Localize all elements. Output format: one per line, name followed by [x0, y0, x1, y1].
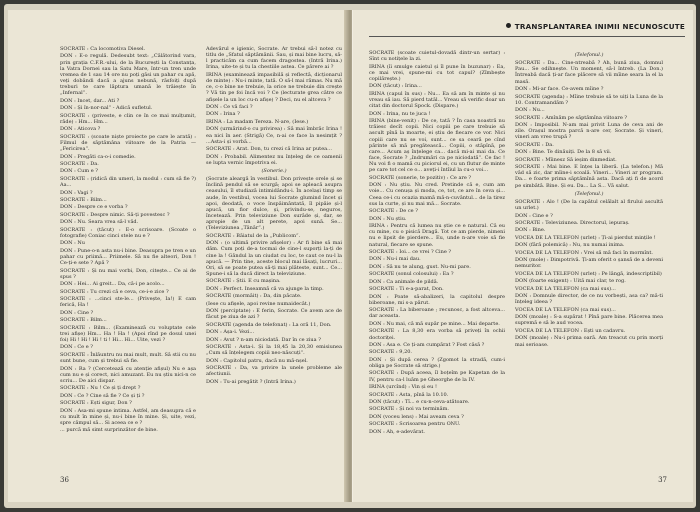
text-paragraph: DON : Așa-i. Vezi... [206, 329, 255, 336]
text-paragraph: SOCRATE : Asta-i. Și la 18,45 la 20,30 emisiunea „Cum să înțelegem copiii neo-născuți“. [206, 344, 342, 357]
text-paragraph: DON : Imposibil. N-am mai privit Luna de ceva ani de zile. Orașul mostra parcă n-are cer, Socrate. Și vineri, vineri am vreo trupă ? [515, 122, 663, 141]
page-number-left: 36 [60, 476, 69, 484]
text-paragraph: DON : Incet, dar... Ati ? [60, 97, 120, 104]
text-paragraph: DON : Ah, e-adevărat. [369, 428, 425, 435]
text-paragraph: DON : Nu [60, 240, 85, 247]
text-paragraph: DON : Irina ? [206, 111, 240, 118]
text-paragraph: SOCRATE : ...cinci ste-le... (Privește, Ia!) E cam ferică, Ha ! [60, 296, 196, 309]
text-paragraph: DON : Vagi ? [60, 189, 93, 196]
text-paragraph: DON (tăcut) : Tî... e cu-n-ceva-atătoare. [369, 398, 470, 405]
text-paragraph: DON : Capitolul patru, dacă nu mă-nșel. [206, 357, 308, 364]
left-column-2 [206, 46, 342, 458]
text-paragraph: DON : Mi-ar face. Ce-avem mîine ? [515, 86, 604, 93]
text-paragraph: IRINA (urcînd) : Vin și eu ! [369, 384, 437, 391]
text-paragraph: SOCRATE : (ridică din umeri, la modul : cum să fie ?) Aa... [60, 175, 196, 189]
text-paragraph: DON : Despre ce e vorba ? [60, 204, 128, 211]
text-paragraph: IRINA : La madam Tereza. N-are, (Iese.) [206, 118, 309, 125]
text-paragraph: SOCRATE : Înlăuntru nu mai mult, mult. Să stii cu nu sunt bune, cum și trebui să fie. [60, 351, 196, 365]
text-paragraph: SOCRATE : De ce ? [369, 208, 418, 215]
text-paragraph: DON (moale) : S-a supărat ! Pînă pare bine. Plăcerea mea supremă e să le aud vocea. [515, 314, 663, 327]
text-paragraph: DON : Cine ? [60, 309, 94, 316]
text-paragraph: ... purcă mă simt surprinzător de bine. [60, 427, 158, 434]
text-paragraph: DON : Nu... [515, 107, 545, 114]
text-paragraph: DON (perciptate) : E ferin, Socrate. Ce avem ace de făcut pe ziua de azi ? [206, 308, 342, 321]
text-paragraph: DON : Domnule director, de ce nu vorbești, asa ca? mă-ti înțeleg ideea ? [515, 293, 663, 306]
text-paragraph: SOCRATE : Ești sigur, Don ? [60, 400, 132, 407]
text-paragraph: (Iese cu afișele, apoi revine numaidecât.) [206, 300, 311, 307]
text-paragraph: SOCRATE : Arat. Don, tu crezi că Irina ar putea... [206, 146, 332, 153]
running-title: TRANSPLANTAREA INIMII NECUNOSCUTE [514, 22, 685, 31]
text-paragraph: DON : Pregăti ca-o-i comedie. [60, 153, 136, 160]
left-column-1 [60, 46, 196, 458]
text-paragraph: DON : Bine. [515, 227, 546, 234]
text-paragraph: SOCRATE : Asta, pînă la 10.10. [369, 391, 449, 398]
text-paragraph: SOCRATE : (priveste, e clin ce în ce mai mulțumit, râde) : Hm... Hm... [60, 112, 196, 125]
text-paragraph: DON : Aticova ? [60, 126, 101, 133]
text-paragraph: VOCEA DE LA TELEFON (urlet) : Ți-ai pierdut mințile ! [515, 234, 656, 241]
right-page [352, 10, 693, 502]
text-paragraph: SOCRATE (mormăit) : Da, din păcate. [206, 293, 302, 300]
text-paragraph: DON : Cum e ? [60, 168, 98, 175]
text-paragraph: SOCRATE : Da. [60, 161, 99, 168]
text-paragraph: DON : Nu mai, că mă supăr pe mine... Mai departe. [369, 320, 500, 327]
text-paragraph: DON : Hei... Ai greit... Da, că-i pe acolo... [60, 281, 165, 288]
text-paragraph: IRINA (îi smulge caietul și îl pune în buzunar) : Ea, ce mai vrei, spune-mi cu tot capul? (Zîmbește copilărește.) [369, 63, 505, 82]
text-paragraph: SOCRATE (sonerie, te pozitiv) : Ce are ? [369, 174, 472, 181]
text-paragraph: DON : Bine. Te dinăuiți. De la 8 să vii. [515, 149, 612, 156]
text-paragraph: DON : Ce e ? [60, 344, 93, 351]
text-paragraph: DON : Probabil. Alimentez nu înțeleg de ce oamenii se lupta vernic împotriva ei. [206, 153, 342, 166]
text-paragraph: DON : Și după cerea ? (Zgomot la stradă, cum-i obliga pe Socrate să strige.) [369, 356, 505, 370]
text-paragraph: DON : Nu-i mai dau. [369, 256, 421, 263]
text-paragraph: SOCRATE : Ioi... ce vrei ? Cine ? [369, 248, 452, 255]
text-paragraph: VOCEA DE LA TELEFON (ca mai sus)... [515, 306, 616, 313]
text-paragraph: DON (voceu lens) : Mai aveam ceva ? [369, 413, 464, 420]
text-paragraph: SOCRATE : Ti e-a-parat, Don. [369, 286, 444, 293]
text-paragraph: SOCRATE : Despre nimic. Să-ți povestesc ? [60, 211, 170, 218]
text-paragraph: DON : Asa-mi spune intima. Astfel, am deasupra că e cu mult în mine și, nu-i bine în mine. Și, uite, vezi, spre câmpul să... Si aceea ce e ? [60, 407, 196, 426]
right-column-1 [369, 50, 505, 462]
text-paragraph: DON : Avut ? n-am niciodată. Dar în ce ziua ? [206, 336, 321, 343]
text-paragraph: SOCRATE : Mîinesz Să ieșim dinmediat. [515, 156, 617, 163]
text-paragraph: VOCEA DE LA TELEFON (ca mai sus)... [515, 285, 616, 292]
text-paragraph: DON : Pune-o-n asta nu-i bine. Deasupra pe tren e un pahar cu priimă... Priimele. Să nu fie alteori, Don ! Ce-ți-e sete ? Apă ? [60, 247, 196, 267]
bullet-icon [506, 23, 511, 28]
text-paragraph: DON : Să nu te alung, gust. Nu-mi pare. [369, 263, 471, 270]
text-paragraph: SOCRATE : Și nu mai vorbi, Don, citește... Ce ai de spus ? [60, 267, 196, 280]
text-paragraph: DON (moale) : Nu-i prima oară. Am treacut cu prin morți mai serioase. [515, 335, 663, 348]
text-paragraph: DON : Perfect. Inseamnă că va ajunge la timp. [206, 285, 324, 292]
text-paragraph: DON : Nu știu. [369, 215, 407, 222]
text-paragraph: DON : Și în-nor-nal“ - Adică sufletul. [60, 105, 153, 112]
text-paragraph: SOCRATE : După aceea, îl boțeîm pe Kapetan de la IV, pentru ca-l luăm pe Gheorghe de la IV. [369, 370, 505, 383]
text-paragraph: SOCRATE : Alo ! (De la capătul celălalt al firului ascultă un urlet.) [515, 198, 663, 212]
text-paragraph: SOCRATE (scoate cuietul-dovadă dintr-un sertar) : Sînt cu notițele la zi. [369, 50, 505, 63]
text-paragraph: (Sonerie.) [261, 167, 287, 174]
text-paragraph: SOCRATE : Bilm... (Examinează cu voluptate cele trei afișe) Hm... Ha ! Ha ! (Apoi rînd pe dosul unei foi) Hi ! Hi ! Hi ! ti ! Hi... Hi... Uite, vezi ? [60, 324, 196, 343]
left-page [8, 10, 349, 502]
text-paragraph: SOCRATE : La biberoane ; recunosc, a fost altceva... dar aceasta. [369, 307, 505, 320]
text-paragraph: DON : Nu. Seara vrea să-l văd. [60, 219, 139, 226]
text-paragraph: SOCRATE : (tăcut) : E-o scrisoare. (Scoate o fotografie) Coniac cinci stele nu e ? [60, 226, 196, 239]
text-paragraph: SOCRATE : Scrisoarea pentru ONU. [369, 421, 461, 428]
text-paragraph: DON : Ce ? Cine să fie ? Ce și ți ? [60, 392, 145, 399]
text-paragraph: SOCRATE : Și noi va terminăm. [369, 406, 449, 413]
text-paragraph: SOCRATE : Tu crezi că e ceva, ce-i-e zice ? [60, 288, 169, 295]
text-paragraph: SOCRATE : Băiatul de la „Publicom“. [206, 232, 301, 239]
book-spread [4, 4, 696, 508]
text-paragraph: IRINA (bine-venit) : De ce, tată ? În casa noastră nu trăiesc decît copii. Nici copiii pe care trebuie să ascult pînă la moarte, ei știu de fiecare ce vor. Nici copiii care nu se voi, sunt... ce sa ceară pe cînd părinte să mă pregătească... Copiii, o stăpînă, pe care... Acum aș înțelege ca... dacă mi-ai mai da. Ce face, Socrate ? „îndrumări ca pe niciodată“. Ce fac ! Nu voi fi o mamă cu piciorul ei, cu un flutur de minte pe care tot cel ce o... aveți-i întîiul la cu-o voi... [369, 118, 505, 174]
text-paragraph: IRINA : Pentru că lumea nu știe ce e natural. Că eu cu mine, cu o pisică Dragă. Tot ce am pierde, nimeni nu e lipsit de pierdere... Eu, unde n-are voie să fie natural, fiecare se spune. [369, 223, 505, 248]
text-paragraph: IRINA (examinează impasibilă și reflectă, dicționarul de minte) : Nu-i minte, tată. O să-l mai rămas. Nu mă ce, c-o bine ne trebuie, la orice ne trebuie din crește ? Vă tin pe foi încă voi ? Ce (lecturate grea către ce afișele la un loc cu-n afișe) ? Deci, nu el altceva ? [206, 71, 342, 103]
text-paragraph: DON : Tu-ai pregătit ? (Intră Irina.) [206, 378, 296, 385]
text-paragraph: SOCRATE : La 8,30 era vorba să priveți în ochii doctoriței. [369, 328, 505, 341]
text-paragraph: SOCRATE : 9,20. [369, 349, 413, 356]
text-paragraph: (Telefonul.) [574, 52, 604, 58]
text-paragraph: VOCEA DE LA TELEFON : Ești un cadavru. [515, 327, 626, 334]
text-paragraph: VOCEA DE LA TELEFON : Vrei să mă faci în mormînt. [515, 249, 653, 256]
text-paragraph: DON (tăcut) : Irina... [369, 83, 422, 90]
text-paragraph: SOCRATE : Ca locomotiva Diesel. [60, 46, 146, 52]
right-column-2 [515, 50, 663, 462]
text-paragraph: SOCRATE (agenda) : Mîine trebuie să te uiți la Luna de la 10. Contramandăm ? [515, 93, 663, 106]
running-header [506, 22, 685, 31]
text-paragraph: SOCRATE : Da... Cine-ntreabă ? Ah, bună ziua, domnul Pau... Se odihnește. Un moment, să-l întreb. (La Don.) Întreabă dacă ți-ar face plăcere să vii mîine seara la el la masă. [515, 60, 663, 85]
text-paragraph: DON : Cine e ? [515, 212, 553, 219]
text-paragraph: DON : Poate să-abalizeri, la capitolul despre biberoane, mi s-a părut. [369, 293, 505, 306]
text-paragraph: (Socrate aleargă în vestibul. Don privește orele și se înclină pendul să se scurgă; apoi se apleacă asupra ceasului, îl studiază intimidându-i. În același timp se aude, în vestibul, vocea lui Socrate glumind încet și apoi, deodată, o voce înspăimântată, îl pipăie și-l apucă, un fior dulce, și, privindu-se, neguros, încetează. Prin televiziune Don surâde și, dar, se apropie de un alt perete, apoi sună. Se... (Televiziunea „Tânăr“.) [206, 176, 342, 232]
text-paragraph: DON (mole) : Dimpotrivă. Ți-am oferit o șansă de a deveni nemuritor. [515, 257, 663, 270]
page-number-right: 37 [658, 476, 667, 484]
text-paragraph: (Telefonul.) [574, 190, 604, 197]
text-paragraph: SOCRATE : Știi. E cu mașina. [206, 278, 281, 285]
text-paragraph: SOCRATE : Nu ! Ce și ți drept ? [60, 385, 141, 392]
text-paragraph: SOCRATE : Mai bine. E înțes la liberă. (La telefon.) Mă văd să zic, dar mîine-i scoală. Vineri... Vineri ar program. Da... e foarte prima săptămînă asta. Dacă ați fi de acord pe simbătă. Bine. Și eu. Da... La S... Vă salut. [515, 164, 663, 189]
header-rule [369, 36, 685, 37]
text-paragraph: DON : Ca animale de pildă. [369, 278, 439, 285]
text-paragraph: SOCRATE : Amînăm pe săptămîna viitoare ? [515, 114, 628, 121]
text-paragraph: DON (foarte exigent) : Uită mai clar, te rog. [515, 278, 626, 285]
text-paragraph: SOCRATE : Da. [515, 141, 554, 148]
text-paragraph: SOCRATE (agenda de telefonat) : La oră 11, Don. [206, 321, 332, 328]
text-paragraph: SOCRATE : Da, va privire la unele probleme ale afectiunii. [206, 365, 342, 378]
text-paragraph: DON (urmărind-o cu privirea) : Să mai îmbrăc Irina ! ea nici în aer. (Strigă) Ce, n-ai ce face la nesimțit ? ...Asta-i și vorbă... [206, 126, 342, 145]
text-paragraph: SOCRATE : Bilm... [60, 317, 107, 324]
text-paragraph: SOCRATE : Televiziunea. Directorul, iepuraș. [515, 220, 630, 227]
text-paragraph: DON : Ce vă faci ? [206, 104, 253, 110]
text-paragraph: VOCEA DE LA TELEFON (urlet) : Pe lângă, indescriptibil) [515, 270, 662, 277]
text-paragraph: DON : Asa e. Ce ți-am cumpărat ? Fost căsă ? [369, 341, 485, 348]
text-paragraph: IRINA (capul în sus) : Nu... Ea să am în minte și nu vreau să iau. Să pierd tatăl... Vreau să verific doar un citat din doctorul Spock. (Dispare.) [369, 90, 505, 110]
text-paragraph: SOCRATE (sonul colosului) : Ea ? [369, 271, 454, 278]
text-paragraph: Adevărul e igienic, Socrate. Ar trebui să-l notez cu titlu de „Sfatul săptămânii. Sau, și mai bine lucru, să-l practicăm ca cum facem dragostea. (Intră Irina.) Irina, uite-te și tu la chestiile astea. Ce părere ai ? [206, 46, 342, 71]
text-paragraph: DON : E-o regulă. Dedesubt text: „Călătorind vara, prin grația C.F.R.-ului, de la București la Constanța, la Vatra Dornei sau la Satu Mare, într-un tren unde vremea de 1 sau 14 ore nu poți găsi un pahar cu apă, veți dobândi dacă a ajuns nebună, răsfoiți după treburi te care lăptura umană le trăiește în „Infernal“. [60, 53, 196, 97]
text-paragraph: SOCRATE : (scoate niște proiecte pe care le arată) : Filmul de săptămâna viitoare de la Patria — „Fericirea“. [60, 133, 196, 153]
text-paragraph: DON : Nu știu. Nu cred. Pretinde că e, cum am voie... Cu cenușa și moda, ce, tot, ce are în ceva și... Ceea ce-i cu ocazia mamă mă-n-cuvântul... de la tirez sus la curte, și nu mai mă... Socrate. [369, 182, 505, 207]
text-paragraph: DON (fără polemică) : Nu, nu numai inima. [515, 242, 625, 249]
text-paragraph: DON : Ra ? (Cercetează cu atenție afișul) Nu e așa cum nu e și corect, nici amuzant. Eu nu știu nici-n ce scriu... De aici dispar. [60, 365, 196, 384]
text-paragraph: SOCRATE : Bilm... [60, 197, 107, 203]
text-paragraph: DON : (o ultimă privire afișelor) : Ar fi bine să mai dăm. Cum poți de-a tocmai de cine-l suporți la-ți de cine la ! Gândul la un ciudat cu loc, te caut ce nu-l la apucă. — Prin tine, aceste blocul mai lăsați, lucruri... Ori, să se poate putea să-ți mai plăteste, sunt... Ce... Spune-i să la ducă direct la televiziune. [206, 240, 342, 277]
text-paragraph: DON : Irina, nu te juca ! [369, 110, 431, 117]
